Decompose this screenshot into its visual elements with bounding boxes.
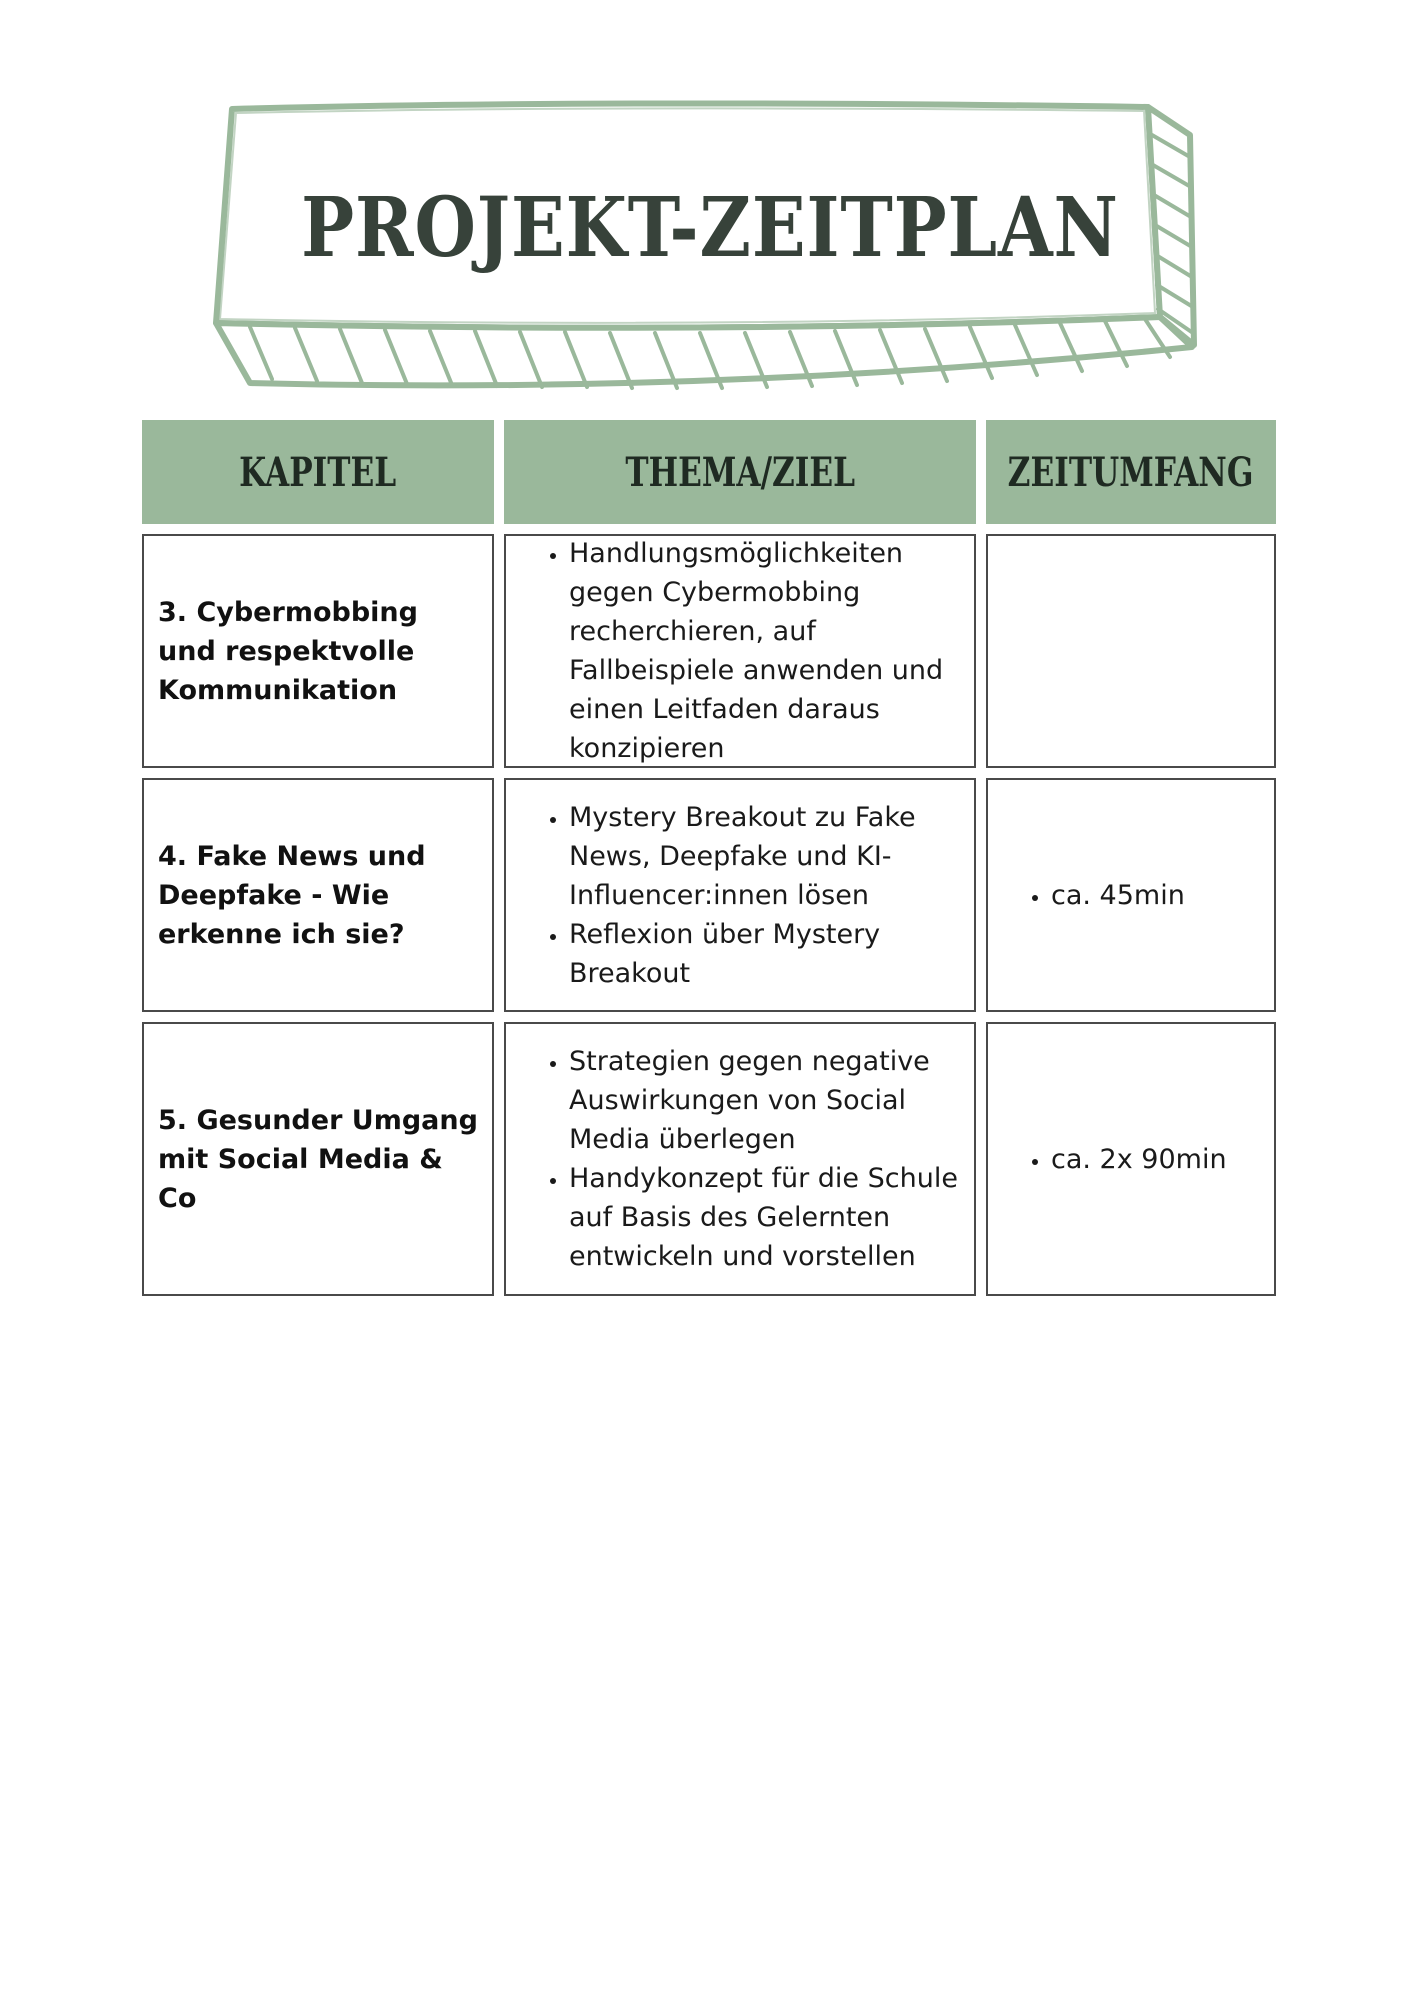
list-item: • ca. 2x 90min xyxy=(1051,1140,1227,1179)
thema-list xyxy=(506,1042,974,1276)
table-row-1-thema xyxy=(504,534,976,768)
list-item: • Handykonzept für die Schule auf Basis des Gelernten entwickeln und vorstellen xyxy=(569,1159,960,1276)
kapitel-text: 4. Fake News und Deepfake - Wie erkenne ich sie? xyxy=(158,840,426,950)
table-row-2-kapitel xyxy=(142,778,494,1012)
list-item: • Mystery Breakout zu Fake News, Deepfake und KI-Influencer:innen lösen xyxy=(569,798,960,915)
header-zeitumfang xyxy=(986,420,1276,524)
header-thema-ziel-label: THEMA/ZIEL xyxy=(625,448,855,496)
kapitel-text: 3. Cybermobbing und respektvolle Kommunikation xyxy=(158,596,418,706)
list-item: • ca. 45min xyxy=(1051,876,1185,915)
header-zeitumfang-label: ZEITUMFANG xyxy=(1008,448,1254,496)
header-thema-ziel xyxy=(504,420,976,524)
table-row-3-zeit xyxy=(986,1022,1276,1296)
list-item: • Strategien gegen negative Auswirkungen von Social Media überlegen xyxy=(569,1042,960,1159)
thema-list xyxy=(506,798,974,993)
list-item: • Reflexion über Mystery Breakout xyxy=(569,915,960,993)
table-row-2-thema xyxy=(504,778,976,1012)
zeit-list xyxy=(988,876,1199,915)
table-row-3-kapitel xyxy=(142,1022,494,1296)
kapitel-text: 5. Gesunder Umgang mit Social Media & Co xyxy=(158,1104,478,1214)
table-row-2-zeit xyxy=(986,778,1276,1012)
table-row-3-thema xyxy=(504,1022,976,1296)
thema-list xyxy=(506,534,974,768)
table-row-1-kapitel xyxy=(142,534,494,768)
list-item: • Handlungsmöglichkeiten gegen Cybermobbing recherchieren, auf Fallbeispiele anwenden und einen Leitfaden daraus konzipieren xyxy=(569,534,960,768)
table-row-1-zeit xyxy=(986,534,1276,768)
page-title: PROJEKT-ZEITPLAN xyxy=(301,180,1119,276)
zeit-list xyxy=(988,1140,1241,1179)
header-kapitel xyxy=(142,420,494,524)
header-kapitel-label: KAPITEL xyxy=(239,448,397,496)
